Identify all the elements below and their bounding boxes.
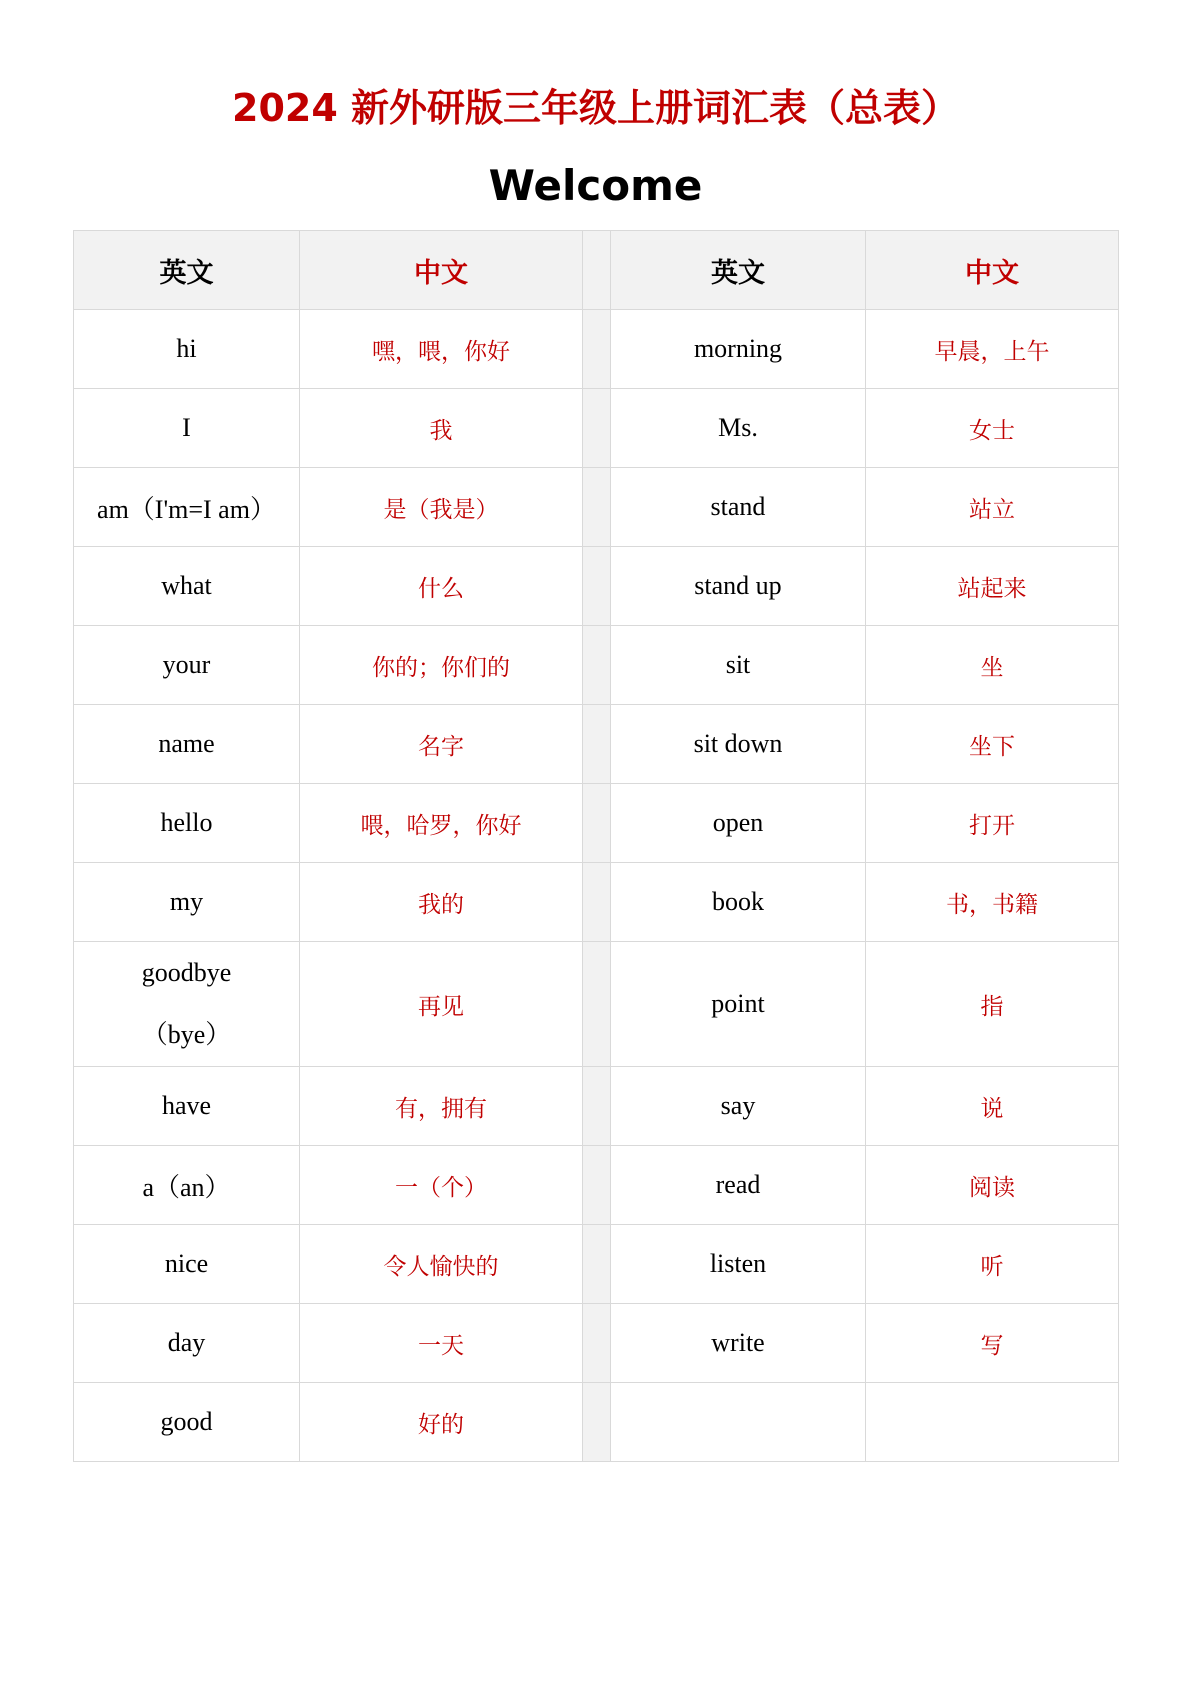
english-word: stand up — [611, 547, 866, 626]
chinese-meaning: 一天 — [300, 1304, 583, 1383]
english-word: hello — [74, 784, 300, 863]
table-header-row — [74, 231, 1119, 310]
english-word: have — [74, 1067, 300, 1146]
chinese-meaning — [866, 1383, 1119, 1462]
english-word — [74, 942, 300, 1067]
table-row — [74, 1146, 1119, 1225]
english-word: day — [74, 1304, 300, 1383]
column-spacer — [583, 468, 611, 547]
english-word: nice — [74, 1225, 300, 1304]
column-spacer — [583, 705, 611, 784]
table-row — [74, 1383, 1119, 1462]
table-row — [74, 863, 1119, 942]
chinese-meaning: 名字 — [300, 705, 583, 784]
chinese-meaning: 是（我是） — [300, 468, 583, 547]
column-spacer — [583, 1304, 611, 1383]
column-spacer — [583, 942, 611, 1067]
english-word: sit — [611, 626, 866, 705]
chinese-meaning: 有，拥有 — [300, 1067, 583, 1146]
vocabulary-table — [73, 230, 1119, 1462]
english-word: book — [611, 863, 866, 942]
chinese-meaning: 站起来 — [866, 547, 1119, 626]
column-spacer — [583, 389, 611, 468]
english-word-line: goodbye — [141, 958, 232, 987]
column-spacer — [583, 863, 611, 942]
chinese-meaning: 一（个） — [300, 1146, 583, 1225]
document-title: 2024 新外研版三年级上册词汇表（总表） — [232, 86, 959, 130]
chinese-meaning: 好的 — [300, 1383, 583, 1462]
table-row — [74, 784, 1119, 863]
english-word: a（an） — [74, 1146, 300, 1225]
english-word: say — [611, 1067, 866, 1146]
chinese-meaning: 坐下 — [866, 705, 1119, 784]
chinese-meaning: 我的 — [300, 863, 583, 942]
table-row — [74, 942, 1119, 1067]
english-word: good — [74, 1383, 300, 1462]
english-word: I — [74, 389, 300, 468]
column-spacer — [583, 231, 611, 310]
english-word: point — [611, 942, 866, 1067]
english-word: open — [611, 784, 866, 863]
table-row — [74, 705, 1119, 784]
chinese-meaning: 什么 — [300, 547, 583, 626]
table-row — [74, 1067, 1119, 1146]
column-spacer — [583, 1383, 611, 1462]
chinese-meaning: 喂，哈罗，你好 — [300, 784, 583, 863]
chinese-meaning: 我 — [300, 389, 583, 468]
table-row — [74, 310, 1119, 389]
table-row — [74, 547, 1119, 626]
column-spacer — [583, 547, 611, 626]
chinese-meaning: 令人愉快的 — [300, 1225, 583, 1304]
chinese-meaning: 指 — [866, 942, 1119, 1067]
chinese-meaning: 坐 — [866, 626, 1119, 705]
english-word: name — [74, 705, 300, 784]
english-word — [611, 1383, 866, 1462]
chinese-meaning: 你的；你们的 — [300, 626, 583, 705]
english-word: listen — [611, 1225, 866, 1304]
header-right-english: 英文 — [611, 231, 866, 310]
chinese-meaning: 打开 — [866, 784, 1119, 863]
english-word: sit down — [611, 705, 866, 784]
english-word: write — [611, 1304, 866, 1383]
column-spacer — [583, 1067, 611, 1146]
table-row — [74, 389, 1119, 468]
header-left-chinese: 中文 — [300, 231, 583, 310]
chinese-meaning: 站立 — [866, 468, 1119, 547]
chinese-meaning: 嘿，喂，你好 — [300, 310, 583, 389]
header-left-english: 英文 — [74, 231, 300, 310]
chinese-meaning: 女士 — [866, 389, 1119, 468]
column-spacer — [583, 626, 611, 705]
table-row — [74, 468, 1119, 547]
chinese-meaning: 书，书籍 — [866, 863, 1119, 942]
english-word: hi — [74, 310, 300, 389]
column-spacer — [583, 1225, 611, 1304]
column-spacer — [583, 784, 611, 863]
english-word: what — [74, 547, 300, 626]
column-spacer — [583, 310, 611, 389]
english-word: am（I'm=I am） — [74, 468, 300, 547]
chinese-meaning: 说 — [866, 1067, 1119, 1146]
english-word: Ms. — [611, 389, 866, 468]
section-title: Welcome — [488, 161, 703, 210]
table-row — [74, 1225, 1119, 1304]
chinese-meaning: 听 — [866, 1225, 1119, 1304]
english-word: morning — [611, 310, 866, 389]
column-spacer — [583, 1146, 611, 1225]
english-word-line: （bye） — [141, 1020, 232, 1049]
header-right-chinese: 中文 — [866, 231, 1119, 310]
chinese-meaning: 早晨，上午 — [866, 310, 1119, 389]
english-word: read — [611, 1146, 866, 1225]
chinese-meaning: 再见 — [300, 942, 583, 1067]
english-word: your — [74, 626, 300, 705]
table-row — [74, 1304, 1119, 1383]
table-row — [74, 626, 1119, 705]
english-word: my — [74, 863, 300, 942]
chinese-meaning: 阅读 — [866, 1146, 1119, 1225]
english-word: stand — [611, 468, 866, 547]
chinese-meaning: 写 — [866, 1304, 1119, 1383]
